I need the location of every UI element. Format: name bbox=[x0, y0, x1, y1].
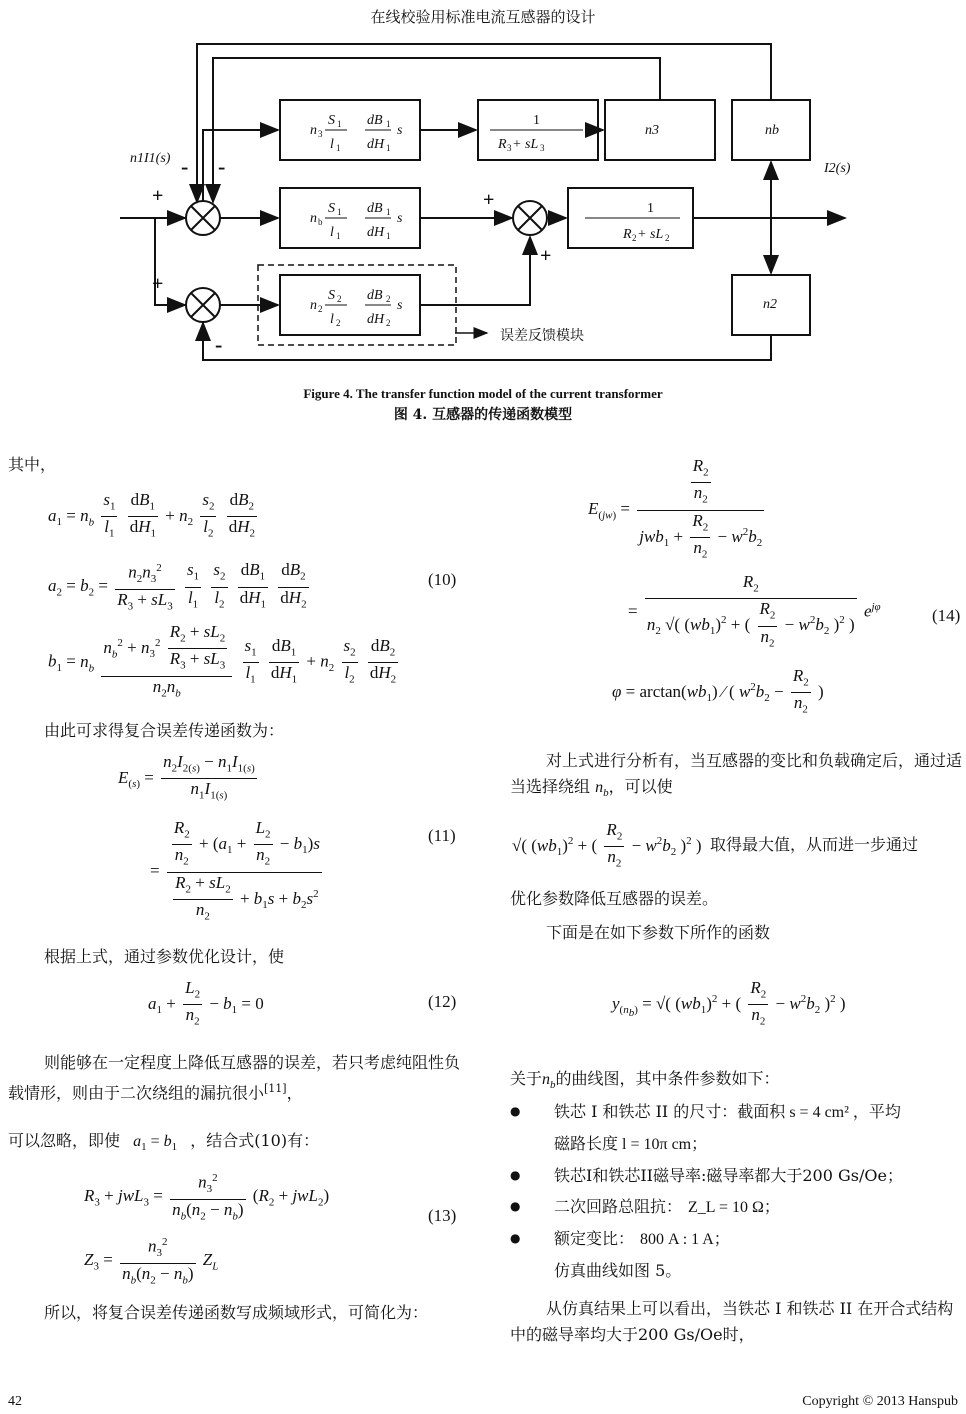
svg-text:S: S bbox=[328, 113, 335, 128]
equation-sqrt-term: √( $(wb_1)^2$ + ( $\frac{R_2}{n_2}$ − $w^2b_2$ )$^2$ ) bbox=[512, 820, 702, 870]
paragraph-simulation-result: 从仿真结果上可以看出，当铁芯 I 和铁芯 II 在开合式结构中的磁导率均大于200 Gs/Oe时， bbox=[510, 1299, 954, 1344]
list-item: ● 二次回路总阻抗： Z_L = 10 Ω； bbox=[510, 1193, 966, 1221]
svg-text:1: 1 bbox=[386, 143, 391, 153]
figure-caption-cn: 图 4. 互感器的传递函数模型 bbox=[393, 407, 573, 423]
parameter-list bbox=[510, 1098, 966, 1284]
svg-text:1: 1 bbox=[336, 143, 341, 153]
svg-text:-: - bbox=[215, 332, 223, 357]
svg-text:S: S bbox=[328, 288, 335, 303]
equation-13-r3: $R_3 + jwL_3$ = $\frac{n_3^2}{n_b(n_2 - n_b)}$ $(R_2 + jwL_2)$ bbox=[84, 1168, 329, 1226]
svg-text:+: + bbox=[152, 273, 164, 295]
svg-text:+: + bbox=[483, 189, 495, 211]
svg-text:+: + bbox=[152, 185, 164, 207]
svg-text:3: 3 bbox=[540, 143, 545, 153]
svg-text:2: 2 bbox=[386, 294, 391, 304]
paragraph-ignore: 可以忽略，即使 $a_1 = b_1$ ，结合式(10)有： bbox=[8, 1131, 320, 1154]
figure-caption-en: Figure 4. The transfer function model of the current transformer bbox=[303, 386, 663, 401]
svg-text:3: 3 bbox=[318, 129, 323, 139]
svg-text:R: R bbox=[623, 227, 632, 242]
svg-text:sL: sL bbox=[525, 137, 539, 152]
svg-text:b: b bbox=[318, 217, 323, 227]
list-item: ● 额定变比： 800 A : 1 A； bbox=[510, 1225, 966, 1253]
svg-text:1: 1 bbox=[386, 207, 391, 217]
svg-text:l: l bbox=[330, 312, 334, 327]
eq-number-14: (14) bbox=[932, 606, 961, 625]
equation-11-bottom: = $\frac{R_2}{n_2}$ + ($a_1$ + $\frac{L_2}{n_2}$ − $b_1)s$ $\frac{R_2 + sL_2}{n_2}$ + $b_1s + b_2s^2$ bbox=[150, 818, 320, 923]
svg-text:2: 2 bbox=[665, 233, 670, 243]
equation-y-nb: $y_{(n_b)}$ = √( $(wb_1)^2$ + ( $\frac{R_2}{n_2}$ − $w^2b_2$ )$^2$ ) bbox=[612, 978, 846, 1028]
svg-text:+: + bbox=[513, 137, 521, 152]
equation-10-b1: $b_1 = n_b$ $n_b^2 + n_3^2$ $\frac{R_2 + sL_2}{R_3 + sL_3}$ $n_2n_b$ $\frac{s_1}{l_1}$ $\frac{dB_1}{dH_1}$ + $n_2$ $\frac{s_2}{l_2}$ $\frac{dB_2}{dH_2}$ bbox=[48, 622, 397, 700]
svg-text:2: 2 bbox=[318, 304, 323, 314]
svg-text:1: 1 bbox=[337, 119, 342, 129]
list-item-continued: 磁路长度 l = 10π cm； bbox=[554, 1134, 708, 1153]
svg-text:s: s bbox=[397, 123, 403, 138]
svg-text:1: 1 bbox=[337, 207, 342, 217]
equation-14-mag: = $R_2$ $n_2$ √( $(wb_1)^2$ + ( $\frac{R_2}{n_2}$ − $w^2b_2$ )$^2$ ) $e^{j\varphi}$ bbox=[628, 572, 881, 650]
copyright: Copyright © 2013 Hanspub bbox=[802, 1394, 958, 1409]
svg-text:l: l bbox=[330, 137, 334, 152]
svg-text:dH: dH bbox=[367, 137, 385, 152]
running-header: 在线校验用标准电流互感器的设计 bbox=[370, 8, 596, 26]
eq-number-11: (11) bbox=[428, 826, 456, 845]
paragraph-max-value: 取得最大值，从而进一步通过 bbox=[710, 835, 919, 854]
paragraph-curve-params: 关于$n_b$的曲线图，其中条件参数如下： bbox=[510, 1069, 780, 1092]
svg-text:1: 1 bbox=[386, 231, 391, 241]
svg-text:l: l bbox=[330, 225, 334, 240]
equation-12: $a_1$ + $\frac{L_2}{n_2}$ − $b_1 = 0$ bbox=[148, 978, 264, 1028]
transfer-function-diagram bbox=[115, 40, 855, 370]
paragraph-optimize: 根据上式，通过参数优化设计，使 bbox=[44, 947, 285, 966]
eq-number-12: (12) bbox=[428, 992, 457, 1011]
eq-number-13: (13) bbox=[428, 1206, 457, 1225]
block-n3-label: n3 bbox=[645, 123, 659, 138]
svg-text:dB: dB bbox=[367, 113, 383, 128]
svg-text:s: s bbox=[397, 211, 403, 226]
block-nb-label: nb bbox=[765, 123, 779, 138]
svg-text:s: s bbox=[397, 298, 403, 313]
page-number: 42 bbox=[8, 1394, 22, 1409]
svg-text:1: 1 bbox=[647, 201, 654, 216]
svg-text:-: - bbox=[218, 154, 226, 179]
svg-text:1: 1 bbox=[386, 119, 391, 129]
svg-text:n: n bbox=[310, 211, 317, 226]
svg-text:2: 2 bbox=[386, 318, 391, 328]
equation-10-a1: $a_1 = n_b$ $\frac{s_1}{l_1}$ $\frac{dB_1}{dH_1}$ + $n_2$ $\frac{s_2}{l_2}$ $\frac{dB_2}{dH_2}$ bbox=[48, 490, 255, 540]
equation-11-top: $E_{(s)}$ = $\frac{n_2I_{2(s)} - n_1I_{1(s)}}{n_1I_{1(s)}}$ bbox=[118, 752, 255, 802]
equation-14-phi: $\varphi = \arctan(wb_1)$ ⁄ ( $w^2b_2$ − $\frac{R_2}{n_2}$ ) bbox=[612, 666, 824, 716]
equation-13-z3: $Z_3$ = $\frac{n_3^2}{n_b(n_2 - n_b)}$ $Z_L$ bbox=[84, 1232, 218, 1290]
svg-text:+: + bbox=[540, 245, 552, 267]
equation-10-a2: $a_2 = b_2$ = $\frac{n_2n_3^2}{R_3 + sL_3}$ $\frac{s_1}{l_1}$ $\frac{s_2}{l_2}$ $\frac{dB_1}{dH_1}$ $\frac{dB_2}{dH_2}$ bbox=[48, 558, 312, 616]
svg-text:dB: dB bbox=[367, 288, 383, 303]
list-item: ● 铁芯I和铁芯II磁导率:磁导率都大于200 Gs/Oe； bbox=[510, 1162, 966, 1189]
paragraph-function-intro: 下面是在如下参数下所作的函数 bbox=[546, 923, 771, 942]
paragraph-qizhong: 其中， bbox=[8, 455, 57, 474]
svg-text:n: n bbox=[310, 123, 317, 138]
svg-text:1: 1 bbox=[336, 231, 341, 241]
list-item: ● 铁芯 I 和铁芯 II 的尺寸：截面积 s = 4 cm² ，平均 bbox=[510, 1098, 966, 1126]
paragraph-optimize-params: 优化参数降低互感器的误差。 bbox=[510, 889, 719, 908]
svg-text:S: S bbox=[328, 201, 335, 216]
eq-number-10: (10) bbox=[428, 570, 457, 589]
equation-14-e: $E_{(jw)}$ = $\frac{R_2}{n_2}$ jwb$_1$ + $\frac{R_2}{n_2}$ − $w^2b_2$ bbox=[588, 456, 763, 561]
svg-text:R: R bbox=[498, 137, 507, 152]
svg-text:1: 1 bbox=[533, 113, 540, 128]
input-label: n1I1(s) bbox=[130, 151, 171, 166]
svg-text:dH: dH bbox=[367, 225, 385, 240]
svg-text:2: 2 bbox=[337, 294, 342, 304]
output-label: I2(s) bbox=[824, 161, 851, 176]
block-n2-label: n2 bbox=[763, 297, 777, 312]
paragraph-analysis: 对上式进行分析有，当互感器的变比和负载确定后，通过适当选择绕组 $n_b$，可以使 bbox=[510, 751, 963, 800]
paragraph-frequency-domain: 所以，将复合误差传递函数写成频域形式，可简化为： bbox=[44, 1303, 429, 1322]
svg-text:2: 2 bbox=[632, 233, 637, 243]
paragraph-composite-error: 由此可求得复合误差传递函数为： bbox=[44, 721, 285, 740]
svg-text:dH: dH bbox=[367, 312, 385, 327]
svg-text:n: n bbox=[310, 298, 317, 313]
paragraph-reduce-error: 则能够在一定程度上降低互感器的误差，若只考虑纯阻性负载情形，则由于二次绕组的漏抗很小[11]， bbox=[8, 1053, 461, 1103]
svg-text:3: 3 bbox=[507, 143, 512, 153]
svg-text:sL: sL bbox=[650, 227, 664, 242]
list-item-simulation: 仿真曲线如图 5。 bbox=[554, 1261, 682, 1280]
error-module-label: 误差反馈模块 bbox=[500, 328, 584, 344]
svg-text:+: + bbox=[638, 227, 646, 242]
svg-text:-: - bbox=[181, 154, 189, 179]
svg-text:2: 2 bbox=[336, 318, 341, 328]
svg-text:dB: dB bbox=[367, 201, 383, 216]
